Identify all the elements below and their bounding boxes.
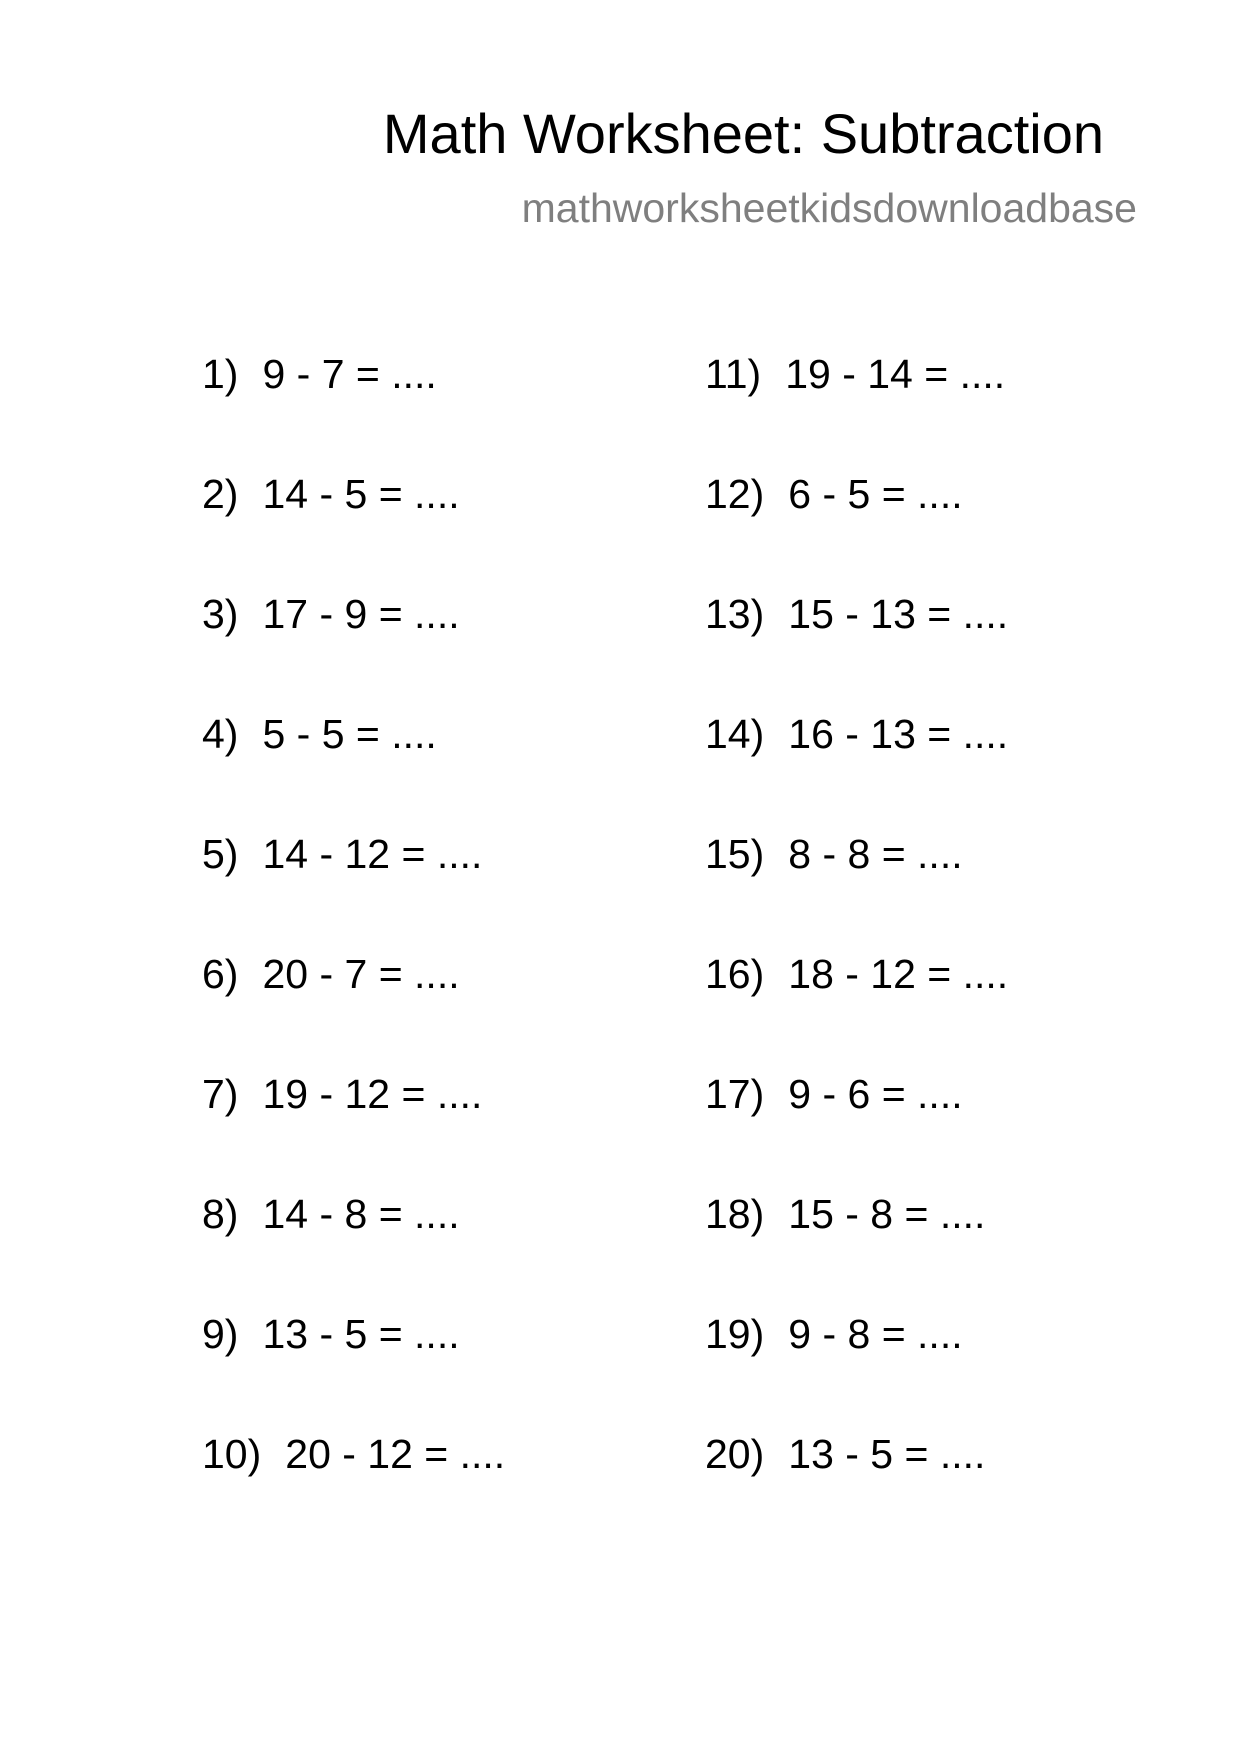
- problem-expression: 14 - 8 = ....: [262, 1191, 460, 1237]
- problem-expression: 16 - 13 = ....: [788, 711, 1009, 757]
- problem-item: [202, 350, 662, 470]
- problem-number: 7): [202, 1071, 239, 1117]
- problem-number: 14): [705, 711, 765, 757]
- problem-expression: 14 - 5 = ....: [262, 471, 460, 517]
- problem-item: [202, 950, 662, 1070]
- problem-number: 3): [202, 591, 239, 637]
- problem-number: 10): [202, 1431, 262, 1477]
- problem-item: [705, 830, 1165, 950]
- problem-item: [202, 1070, 662, 1190]
- problem-number: 13): [705, 591, 765, 637]
- problem-number: 19): [705, 1311, 765, 1357]
- problem-item: [202, 470, 662, 590]
- problem-expression: 5 - 5 = ....: [262, 711, 437, 757]
- problem-number: 2): [202, 471, 239, 517]
- problem-number: 9): [202, 1311, 239, 1357]
- problem-column-right: [705, 350, 1165, 1550]
- problem-number: 1): [202, 351, 239, 397]
- problem-expression: 19 - 14 = ....: [785, 351, 1006, 397]
- problem-expression: 19 - 12 = ....: [262, 1071, 483, 1117]
- problem-number: 12): [705, 471, 765, 517]
- problem-item: [705, 710, 1165, 830]
- problem-number: 6): [202, 951, 239, 997]
- problem-item: [705, 1190, 1165, 1310]
- problem-expression: 20 - 7 = ....: [262, 951, 460, 997]
- problem-column-left: [202, 350, 662, 1550]
- problem-item: [705, 470, 1165, 590]
- problem-item: [705, 1070, 1165, 1190]
- problem-item: [202, 590, 662, 710]
- problem-number: 5): [202, 831, 239, 877]
- problem-item: [202, 1190, 662, 1310]
- problem-expression: 14 - 12 = ....: [262, 831, 483, 877]
- problem-expression: 18 - 12 = ....: [788, 951, 1009, 997]
- problem-item: [705, 950, 1165, 1070]
- problem-number: 4): [202, 711, 239, 757]
- worksheet-title: Math Worksheet: Subtraction: [382, 102, 1104, 165]
- problem-number: 20): [705, 1431, 765, 1477]
- problem-item: [705, 590, 1165, 710]
- problem-expression: 6 - 5 = ....: [788, 471, 963, 517]
- problem-number: 15): [705, 831, 765, 877]
- worksheet-subtitle: mathworksheetkidsdownloadbase: [521, 185, 1137, 231]
- problem-item: [202, 1430, 662, 1550]
- problem-number: 17): [705, 1071, 765, 1117]
- problem-expression: 17 - 9 = ....: [262, 591, 460, 637]
- problem-expression: 13 - 5 = ....: [788, 1431, 986, 1477]
- problem-expression: 9 - 8 = ....: [788, 1311, 963, 1357]
- problem-number: 11): [705, 351, 762, 397]
- problem-expression: 15 - 8 = ....: [788, 1191, 986, 1237]
- problem-expression: 13 - 5 = ....: [262, 1311, 460, 1357]
- problem-expression: 20 - 12 = ....: [285, 1431, 506, 1477]
- problem-item: [705, 1430, 1165, 1550]
- problem-number: 18): [705, 1191, 765, 1237]
- problem-item: [705, 350, 1165, 470]
- problem-item: [705, 1310, 1165, 1430]
- problem-item: [202, 830, 662, 950]
- problem-number: 16): [705, 951, 765, 997]
- problem-expression: 9 - 6 = ....: [788, 1071, 963, 1117]
- problem-expression: 8 - 8 = ....: [788, 831, 963, 877]
- problem-expression: 15 - 13 = ....: [788, 591, 1009, 637]
- problem-item: [202, 710, 662, 830]
- problem-expression: 9 - 7 = ....: [262, 351, 437, 397]
- problem-item: [202, 1310, 662, 1430]
- problem-number: 8): [202, 1191, 239, 1237]
